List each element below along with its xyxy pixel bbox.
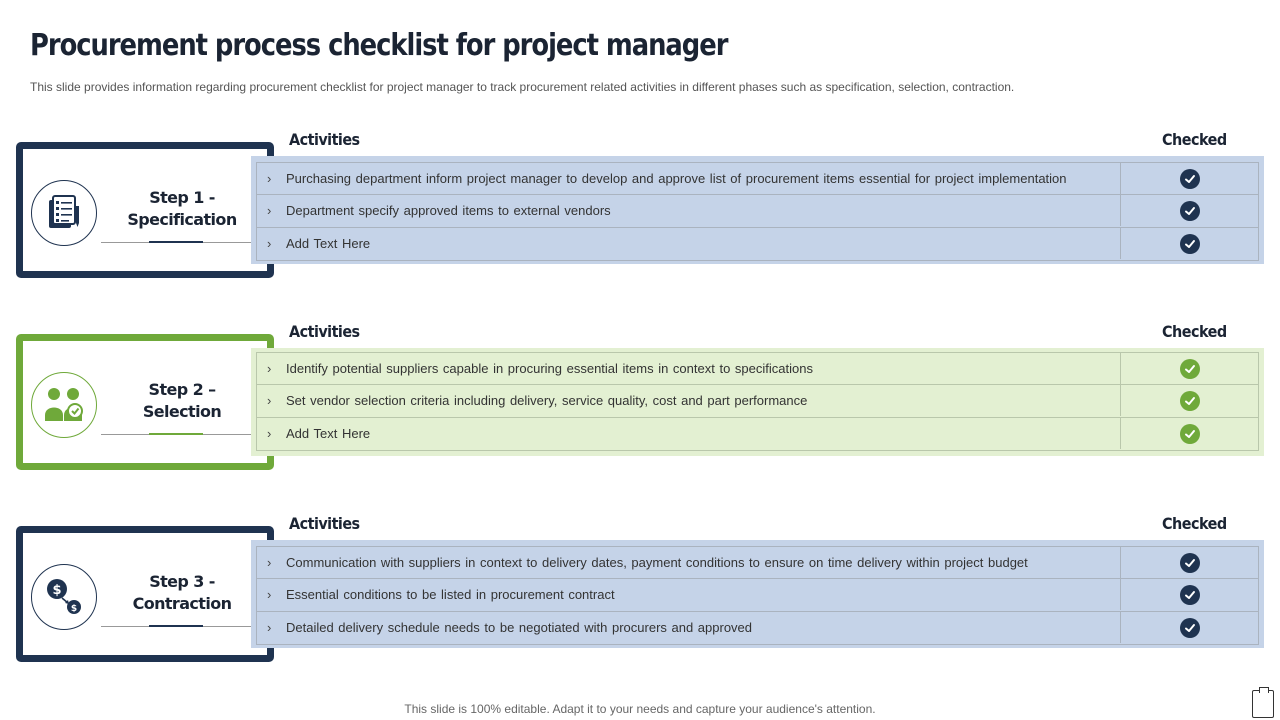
chevron-right-icon: › [267, 587, 272, 602]
checklist-document-icon [31, 180, 97, 246]
column-divider [1120, 418, 1121, 449]
column-divider [1120, 385, 1121, 416]
table-row [256, 612, 1259, 645]
activity-text: Set vendor selection criteria including delivery, service quality, cost and part performance [286, 393, 808, 408]
chevron-right-icon: › [267, 555, 272, 570]
step-underline-accent [149, 433, 203, 435]
table-row [256, 418, 1259, 451]
payment-transfer-icon [31, 564, 97, 630]
step-number: Step 2 – [148, 380, 216, 399]
page-title: Procurement process checklist for project manager [30, 28, 728, 63]
step-card-contraction [16, 526, 274, 662]
column-divider [1120, 163, 1121, 194]
chevron-right-icon: › [267, 171, 272, 186]
footer-note: This slide is 100% editable. Adapt it to your needs and capture your audience's attention. [404, 702, 876, 716]
step-underline-accent [149, 241, 203, 243]
column-divider [1120, 579, 1121, 610]
chevron-right-icon: › [267, 236, 272, 251]
check-circle-icon [1180, 585, 1200, 605]
check-circle-icon [1180, 618, 1200, 638]
checked-header: Checked [1162, 322, 1227, 341]
activity-text: Communication with suppliers in context to delivery dates, payment conditions to ensure on time delivery within project budget [286, 555, 1028, 570]
step-name: Specification [127, 210, 237, 229]
activity-text: Detailed delivery schedule needs to be negotiated with procurers and approved [286, 620, 753, 635]
chevron-right-icon: › [267, 203, 272, 218]
page-subtitle: This slide provides information regarding procurement checklist for project manager to track procurement related activities in different phases such as specification, selection, contraction. [30, 80, 1015, 94]
svg-text:$: $ [70, 604, 78, 614]
check-circle-icon [1180, 553, 1200, 573]
svg-text:$: $ [52, 583, 62, 598]
column-divider [1120, 612, 1121, 643]
activity-text: Department specify approved items to external vendors [286, 203, 611, 218]
activities-header: Activities [289, 514, 360, 533]
check-circle-icon [1180, 359, 1200, 379]
column-divider [1120, 195, 1121, 226]
table-row [256, 385, 1259, 418]
check-circle-icon [1180, 201, 1200, 221]
step-number: Step 1 - [149, 188, 215, 207]
step-label-contraction [113, 571, 251, 615]
check-circle-icon [1180, 234, 1200, 254]
activities-header: Activities [289, 130, 360, 149]
table-row [256, 228, 1259, 261]
section-specification [0, 130, 1280, 282]
step-name: Selection [142, 402, 222, 421]
step-name: Contraction [132, 594, 232, 613]
step-card-selection [16, 334, 274, 470]
column-divider [1120, 353, 1121, 384]
section-selection [0, 322, 1280, 474]
activity-text: Add Text Here [286, 426, 371, 441]
activity-text: Add Text Here [286, 236, 371, 251]
checked-header: Checked [1162, 514, 1227, 533]
step-number: Step 3 - [149, 572, 215, 591]
section-contraction [0, 514, 1280, 666]
step-card-specification [16, 142, 274, 278]
activity-text: Essential conditions to be listed in procurement contract [286, 587, 615, 602]
table-row [256, 195, 1259, 228]
table-row [256, 352, 1259, 385]
activity-text: Purchasing department inform project manager to develop and approve list of procurement items essential for project implementation [286, 171, 1067, 186]
step-label-selection [113, 379, 251, 423]
table-row [256, 546, 1259, 579]
step-underline-accent [149, 625, 203, 627]
activities-header: Activities [289, 322, 360, 341]
check-circle-icon [1180, 169, 1200, 189]
activity-text: Identify potential suppliers capable in procuring essential items in context to specifications [286, 361, 813, 376]
table-row [256, 162, 1259, 195]
table-row [256, 579, 1259, 612]
chevron-right-icon: › [267, 361, 272, 376]
checked-header: Checked [1162, 130, 1227, 149]
check-circle-icon [1180, 424, 1200, 444]
supplier-selection-icon [31, 372, 97, 438]
column-divider [1120, 228, 1121, 259]
chevron-right-icon: › [267, 393, 272, 408]
check-circle-icon [1180, 391, 1200, 411]
chevron-right-icon: › [267, 426, 272, 441]
step-label-specification [113, 187, 251, 231]
clipboard-icon[interactable] [1252, 690, 1274, 718]
column-divider [1120, 547, 1121, 578]
chevron-right-icon: › [267, 620, 272, 635]
